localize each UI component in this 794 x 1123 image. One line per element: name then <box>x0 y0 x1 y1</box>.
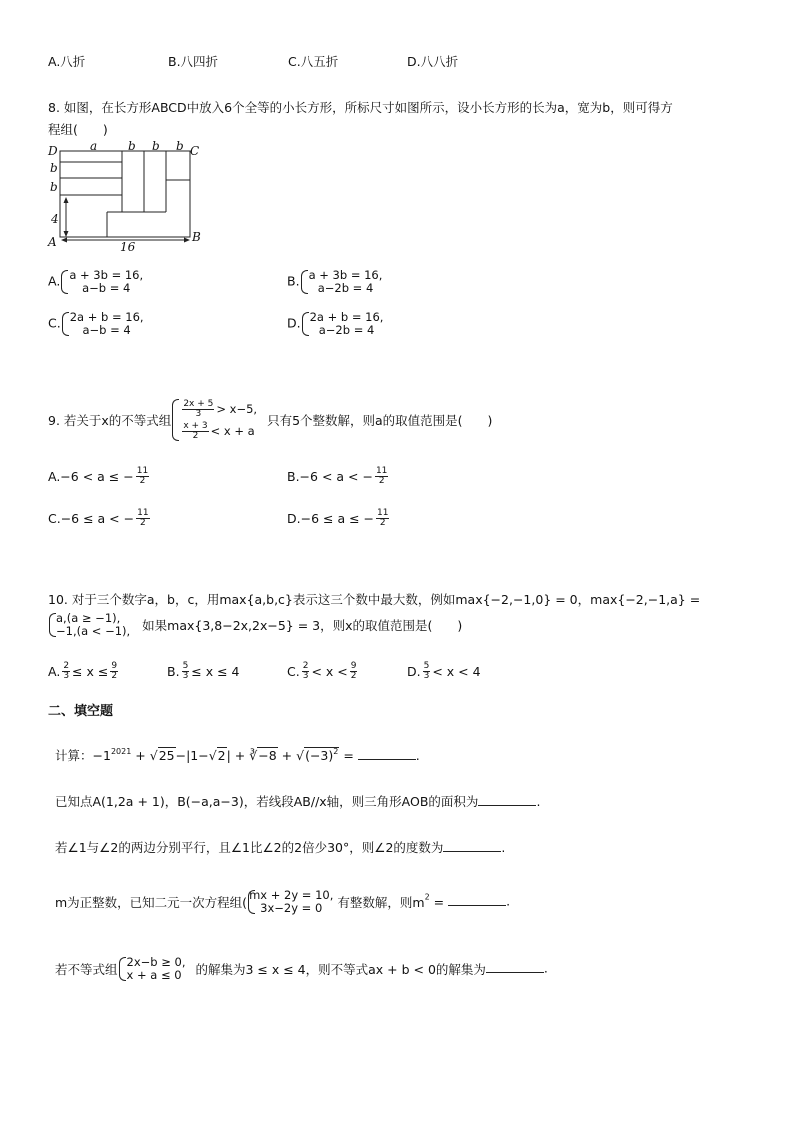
period: . <box>415 748 420 763</box>
q10-stem-line1: 10. 对于三个数字a，b，c，用max{a,b,c}表示这三个数中最大数，例如max{−2,−1,0} = 0，max{−2,−1,a} = <box>48 592 701 607</box>
option-label: C. <box>287 664 300 679</box>
option-label: A. <box>48 273 61 289</box>
answer-blank[interactable] <box>448 893 506 906</box>
option-label: C. <box>48 315 61 331</box>
q7-option-c[interactable]: C.八五折 <box>288 54 339 69</box>
question-text: 已知点A(1,2a + 1)，B(−a,a−3)，若线段AB//x轴，则三角形AOB的面积为 <box>55 794 479 809</box>
section-title: 二、填空题 <box>48 704 114 719</box>
exponent: 2021 <box>110 747 132 756</box>
fig-label-b4: b <box>50 161 58 175</box>
option-label: A. <box>48 664 61 679</box>
equation-line: 2a + b = 16, <box>309 310 384 324</box>
fig-label-4: 4 <box>51 212 59 226</box>
radicand: 2 <box>217 748 226 763</box>
fig-label-b2: b <box>152 140 160 153</box>
q7-option-d[interactable]: D.八八折 <box>407 54 459 69</box>
case-line: a,(a ≥ −1), <box>56 611 121 625</box>
equals-sign: = <box>339 748 358 763</box>
equation-line: a−2b = 4 <box>317 281 374 295</box>
fraction-denominator: 2 <box>378 476 385 486</box>
period: . <box>501 840 506 855</box>
option-relation: < x < <box>311 664 348 679</box>
option-label: B. <box>167 664 180 679</box>
fig-label-16: 16 <box>120 240 136 252</box>
question-text: 有整数解，则m <box>337 895 425 910</box>
equation-line: a−2b = 4 <box>318 323 375 337</box>
equation-line: 2a + b = 16, <box>69 310 144 324</box>
fraction-numerator: 2 <box>302 661 309 671</box>
answer-blank[interactable] <box>478 793 536 806</box>
fraction-numerator: 2 <box>63 661 70 671</box>
option-label: C.−6 ≤ a < − <box>48 511 135 526</box>
fraction-numerator: 11 <box>375 466 388 476</box>
answer-blank[interactable] <box>443 839 501 852</box>
period: . <box>543 960 548 976</box>
fraction-numerator: x + 3 <box>183 421 208 431</box>
q9-option-d[interactable] <box>287 509 391 528</box>
q9-option-c[interactable] <box>48 509 152 528</box>
fraction-denominator: 3 <box>182 671 189 681</box>
equation-line: 2x−b ≥ 0, <box>126 955 186 969</box>
period: . <box>506 893 511 909</box>
fraction-denominator: 3 <box>63 671 70 681</box>
fraction-denominator: 3 <box>195 409 202 419</box>
period: . <box>536 794 541 809</box>
q10-option-c[interactable] <box>287 662 359 681</box>
q10-stem-line2 <box>48 612 462 638</box>
equation-system <box>301 311 384 337</box>
fraction-denominator: 2 <box>111 671 118 681</box>
sqrt-sign: + √ <box>277 748 305 763</box>
equation-line: x + a ≤ 0 <box>126 968 182 982</box>
fig-label-b3: b <box>176 140 184 153</box>
equation-line: a + 3b = 16, <box>69 268 144 282</box>
q9-inequality-system <box>171 398 257 442</box>
question-text: 若∠1与∠2的两边分别平行，且∠1比∠2的2倍少30°，则∠2的度数为 <box>55 840 444 855</box>
equation-line: a−b = 4 <box>82 281 131 295</box>
fill-q1 <box>55 746 420 764</box>
q9-option-b[interactable] <box>287 467 390 486</box>
fig-label-a: A <box>48 235 57 249</box>
equals-sign: = <box>429 894 449 910</box>
fill-q3 <box>55 838 505 856</box>
fraction-numerator: 9 <box>350 661 357 671</box>
q9-suffix: 只有5个整数解，则a的取值范围是( ) <box>267 413 493 428</box>
expr-part: | + ∛ <box>226 748 258 763</box>
exponent: 2 <box>333 747 339 756</box>
equation-system <box>61 311 144 337</box>
fraction-denominator: 2 <box>139 476 146 486</box>
fraction-denominator: 2 <box>139 518 146 528</box>
expr-part: 计算：−1 <box>55 748 111 763</box>
option-label: D. <box>407 664 421 679</box>
fraction-denominator: 2 <box>350 671 357 681</box>
question-text: m为正整数，已知二元一次方程组( <box>55 895 248 910</box>
option-label: A.−6 < a ≤ − <box>48 469 134 484</box>
option-relation: ≤ x ≤ 4 <box>191 664 240 679</box>
inequality-rest: > x−5, <box>216 402 258 416</box>
q9-prefix: 9. 若关于x的不等式组 <box>48 413 172 428</box>
option-label: D.−6 ≤ a ≤ − <box>287 511 374 526</box>
fill-q2 <box>55 792 540 810</box>
q8-option-d[interactable] <box>287 311 383 337</box>
fig-label-b-corner: B <box>192 230 201 244</box>
question-text: 若不等式组 <box>55 962 118 977</box>
fraction-numerator: 5 <box>182 661 189 671</box>
q8-option-a[interactable] <box>48 269 143 295</box>
fig-label-c: C <box>190 144 200 158</box>
q10-option-b[interactable] <box>167 662 240 681</box>
q8-option-b[interactable] <box>287 269 382 295</box>
q10-cases <box>48 612 130 638</box>
fraction-denominator: 3 <box>423 671 430 681</box>
equation-system <box>300 269 383 295</box>
equation-system <box>247 889 333 915</box>
fig-label-a-top: a <box>90 140 98 153</box>
fig-label-b5: b <box>50 180 58 194</box>
fill-q5 <box>55 956 548 982</box>
sqrt-sign: + √ <box>131 748 158 763</box>
radicand: 25 <box>158 748 175 763</box>
q7-option-a[interactable]: A.八折 <box>48 54 86 69</box>
q8-option-c[interactable] <box>48 311 144 337</box>
equation-line: a−b = 4 <box>82 323 131 337</box>
fraction-numerator: 5 <box>423 661 430 671</box>
q10-question: 如果max{3,8−2x,2x−5} = 3，则x的取值范围是( ) <box>142 618 463 633</box>
option-relation: ≤ x ≤ <box>72 664 109 679</box>
equation-system <box>60 269 143 295</box>
option-label: D. <box>287 315 301 331</box>
option-label: B.−6 < a < − <box>287 469 373 484</box>
equation-line: mx + 2y = 10, <box>249 888 334 902</box>
fig-label-b1: b <box>128 140 136 153</box>
fraction-numerator: 11 <box>136 466 149 476</box>
case-line: −1,(a < −1), <box>56 624 131 638</box>
question-text: 的解集为3 ≤ x ≤ 4，则不等式ax + b < 0的解集为 <box>195 962 486 977</box>
fill-q4 <box>55 889 510 915</box>
q10-option-d[interactable] <box>407 662 481 681</box>
fraction-numerator: 11 <box>137 508 149 518</box>
exponent: 2 <box>424 892 430 902</box>
answer-blank[interactable] <box>358 747 416 760</box>
q9-option-a[interactable] <box>48 467 151 486</box>
q10-option-a[interactable] <box>48 662 120 681</box>
inequality-rest: < x + a <box>210 424 255 438</box>
option-relation: < x < 4 <box>432 664 481 679</box>
q8-figure <box>44 140 214 252</box>
fraction-denominator: 2 <box>379 518 386 528</box>
fraction-numerator: 11 <box>377 508 389 518</box>
q9-stem <box>48 398 492 442</box>
fraction-numerator: 2x + 5 <box>183 399 214 409</box>
answer-blank[interactable] <box>486 960 544 973</box>
q7-option-b[interactable]: B.八四折 <box>168 54 219 69</box>
fraction-numerator: 9 <box>111 661 118 671</box>
radicand: (−3) <box>305 748 334 763</box>
q8-stem-line2: 程组( ) <box>48 122 108 137</box>
fig-label-d: D <box>48 144 58 158</box>
fraction-denominator: 2 <box>192 431 199 441</box>
equation-line: a + 3b = 16, <box>308 268 383 282</box>
expr-part: −|1−√ <box>175 748 217 763</box>
q8-stem-line1: 8. 如图，在长方形ABCD中放入6个全等的小长方形，所标尺寸如图所示，设小长方形的长为a，宽为b，则可得方 <box>48 100 673 115</box>
q7-options <box>48 52 748 70</box>
equation-line: 3x−2y = 0 <box>260 901 323 915</box>
inequality-system <box>118 956 186 982</box>
option-label: B. <box>287 273 300 289</box>
radicand: −8 <box>258 748 277 763</box>
fraction-denominator: 3 <box>302 671 309 681</box>
